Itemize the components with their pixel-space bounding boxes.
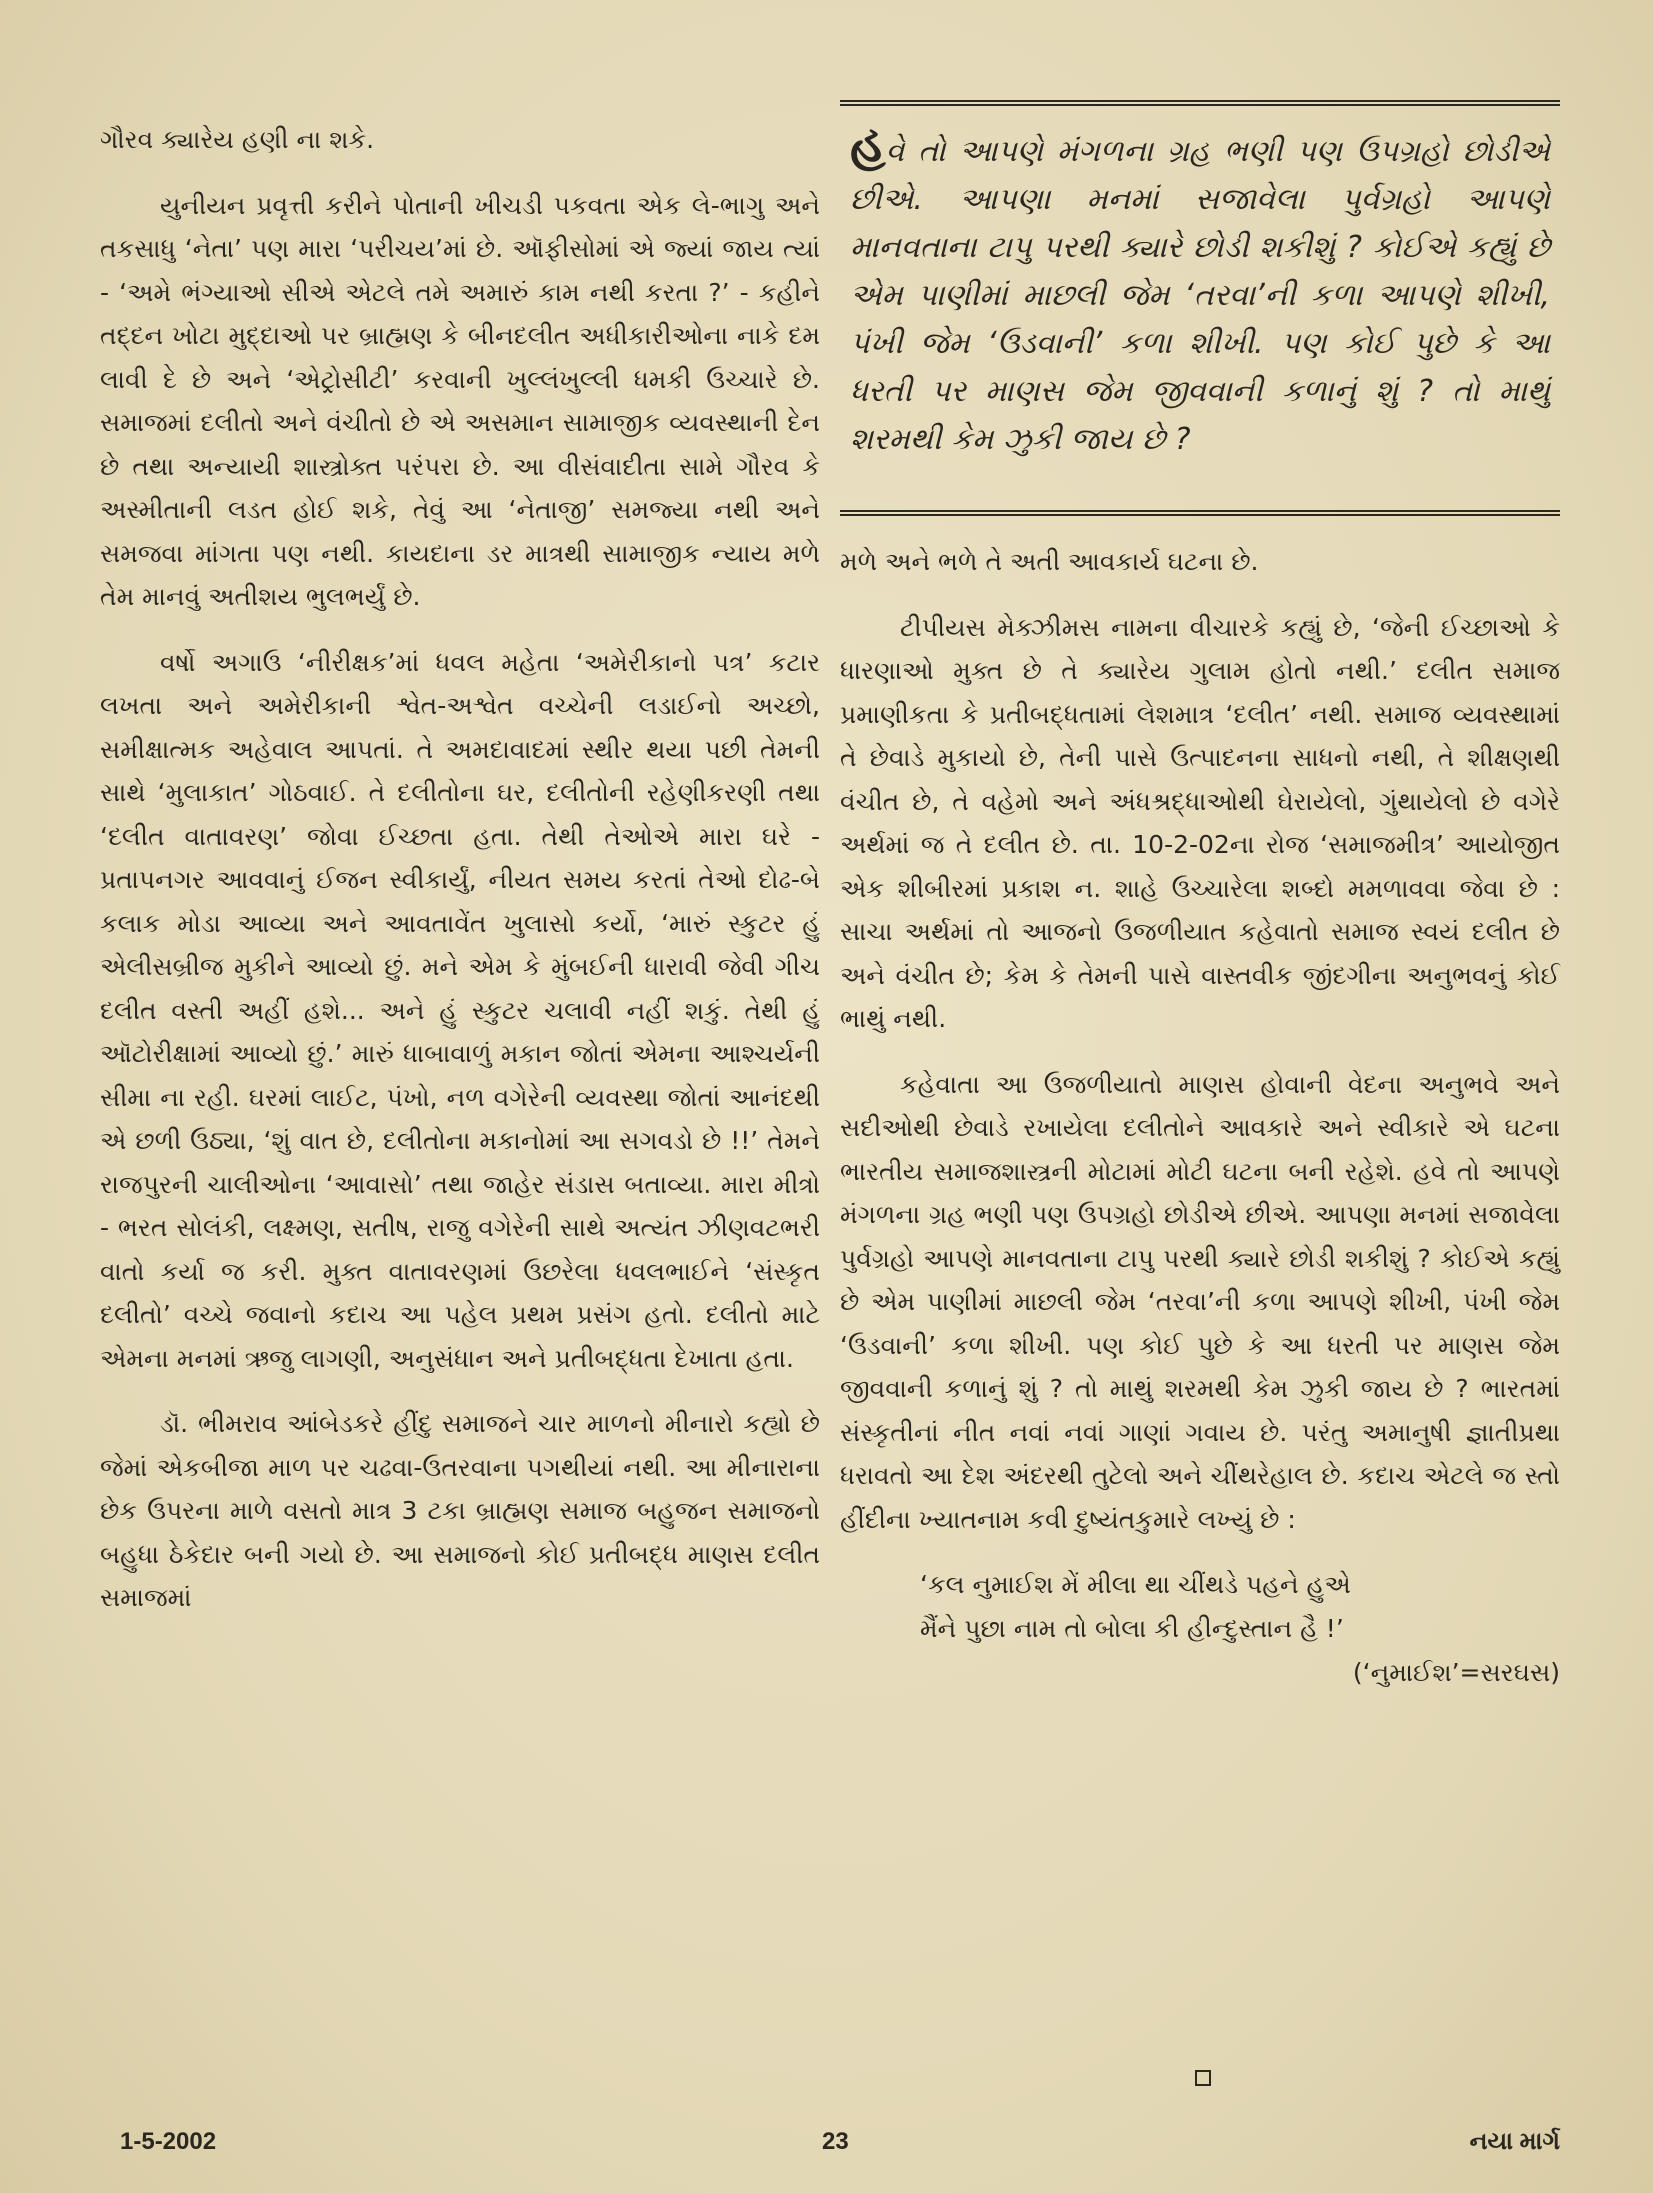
footer-date: 1-5-2002 (120, 2128, 217, 2155)
verse-line-1: ‘કલ નુમાઈશ મેં મીલા થા ચીંથડે પહને હુએ (920, 1570, 1351, 1599)
verse-line-2: મૈંને પુછા નામ તો બોલા કી હીન્દુસ્તાન હૈ !’ (920, 1614, 1344, 1643)
pull-quote-box (840, 100, 1560, 516)
footer-page-number: 23 (822, 2128, 849, 2155)
left-column (100, 118, 820, 1642)
left-paragraph-3: વર્ષો અગાઉ ‘નીરીક્ષક’માં ધવલ મહેતા ‘અમેરીકાનો પત્ર’ કટાર લખતા અને અમેરીકાની શ્વેત-અશ્વેત વચ્ચેની લડાઈનો અચ્છો, સમીક્ષાત્મક અહેવાલ આપતાં. તે અમદાવાદમાં સ્થીર થયા પછી તેમની સાથે ‘મુલાકાત’ ગોઠવાઈ. તે દલીતોના ઘર, દલીતોની રહેણીકરણી તથા ‘દલીત વાતાવરણ’ જોવા ઈચ્છતા હતા. તેથી તેઓએ મારા ઘરે - પ્રતાપનગર આવવાનું ઈજન સ્વીકાર્યું, નીયત સમય કરતાં તેઓ દોઢ-બે કલાક મોડા આવ્યા અને આવતાવેંત ખુલાસો કર્યો, ‘મારું સ્કુટર હું એલીસબ્રીજ મુકીને આવ્યો છું. મને એમ કે મુંબઈની ધારાવી જેવી ગીચ દલીત વસ્તી અહીં હશે... અને હું સ્કુટર ચલાવી નહીં શકું. તેથી હું ઑટોરીક્ષામાં આવ્યો છું.’ મારું ધાબાવાળું મકાન જોતાં એમના આશ્ચર્યની સીમા ના રહી. ઘરમાં લાઈટ, પંખો, નળ વગેરેની વ્યવસ્થા જોતાં આનંદથી એ છળી ઉઠ્યા, ‘શું વાત છે, દલીતોના મકાનોમાં આ સગવડો છે !!’ તેમને રાજપુરની ચાલીઓના ‘આવાસો’ તથા જાહેર સંડાસ બતાવ્યા. મારા મીત્રો - ભરત સોલંકી, લક્ષ્મણ, સતીષ, રાજુ વગેરેની સાથે અત્યંત ઝીણવટભરી વાતો કર્યા જ કરી. મુક્ત વાતાવરણમાં ઉછરેલા ધવલભાઈને ‘સંસ્કૃત દલીતો’ વચ્ચે જવાનો કદાચ આ પહેલ પ્રથમ પ્રસંગ હતો. દલીતો માટે એમના મનમાં ઋજુ લાગણી, અનુસંધાન અને પ્રતીબદ્ધતા દેખાતા હતા. (100, 647, 820, 1373)
right-paragraph-3: કહેવાતા આ ઉજળીયાતો માણસ હોવાની વેદના અનુભવે અને સદીઓથી છેવાડે રખાયેલા દલીતોને આવકારે અને સ્વીકારે એ ઘટના ભારતીય સમાજશાસ્ત્રની મોટામાં મોટી ઘટના બની રહેશે. હવે તો આપણે મંગળના ગ્રહ ભણી પણ ઉપગ્રહો છોડીએ છીએ. આપણા મનમાં સજાવેલા પુર્વગ્રહો આપણે માનવતાના ટાપુ પરથી ક્યારે છોડી શકીશું ? કોઈએ કહ્યું છે એમ પાણીમાં માછલી જેમ ‘તરવા’ની કળા આપણે શીખી, પંખી જેમ ‘ઉડવાની’ કળા શીખી. પણ કોઈ પુછે કે આ ધરતી પર માણસ જેમ જીવવાની કળાનું શું ? તો માથું શરમથી કેમ ઝુકી જાય છે ? ભારતમાં સંસ્કૃતીનાં નીત નવાં નવાં ગાણાં ગવાય છે. પરંતુ અમાનુષી જ્ઞાતીપ્રથા ધરાવતો આ દેશ અંદરથી તુટેલો અને ચીંથરેહાલ છે. કદાચ એટલે જ સ્તો હીંદીના ખ્યાતનામ કવી દુષ્યંતકુમારે લખ્યું છે : (840, 1069, 1560, 1534)
verse-source: (‘નુમાઈશ’=સરઘસ) (1352, 1658, 1560, 1687)
right-paragraph-2: ટીપીયસ મેક્ઝીમસ નામના વીચારકે કહ્યું છે, ‘જેની ઈચ્છાઓ કે ધારણાઓ મુક્ત છે તે ક્યારેય ગુલામ હોતો નથી.’ દલીત સમાજ પ્રમાણીકતા કે પ્રતીબદ્ધતામાં લેશમાત્ર ‘દલીત’ નથી. સમાજ વ્યવસ્થામાં તે છેવાડે મુકાયો છે, તેની પાસે ઉત્પાદનના સાધનો નથી, તે શીક્ષણથી વંચીત છે, તે વહેમો અને અંધશ્રદ્ધાઓથી ઘેરાયેલો, ગુંથાયેલો છે વગેરે અર્થમાં જ તે દલીત છે. તા. 10-2-02ના રોજ ‘સમાજમીત્ર’ આયોજીત એક શીબીરમાં પ્રકાશ ન. શાહે ઉચ્ચારેલા શબ્દો મમળાવવા જેવા છે : સાચા અર્થમાં તો આજનો ઉજળીયાત કહેવાતો સમાજ સ્વયં દલીત છે અને વંચીત છે; કેમ કે તેમની પાસે વાસ્તવીક જીંદગીના અનુભવનું કોઈ ભાથું નથી. (840, 612, 1560, 1033)
article-end-mark-icon (1195, 2070, 1211, 2086)
pull-quote-text (850, 115, 1550, 464)
pull-quote-dropcap: હ (850, 115, 886, 173)
left-paragraph-4: ડૉ. ભીમરાવ આંબેડકરે હીંદુ સમાજને ચાર માળનો મીનારો કહ્યો છે જેમાં એકબીજા માળ પર ચઢવા-ઉતરવાના પગથીયાં નથી. આ મીનારાના છેક ઉપરના માળે વસતો માત્ર 3 ટકા બ્રાહ્મણ સમાજ બહુજન સમાજનો બહુધા ઠેકેદાર બની ગયો છે. આ સમાજનો કોઈ પ્રતીબદ્ધ માણસ દલીત સમાજમાં (100, 1409, 820, 1612)
pull-quote-body: વે તો આપણે મંગળના ગ્રહ ભણી પણ ઉપગ્રહો છોડીએ છીએ. આપણા મનમાં સજાવેલા પુર્વગ્રહો આપણે માનવતાના ટાપુ પરથી ક્યારે છોડી શકીશું ? કોઈએ કહ્યું છે એમ પાણીમાં માછલી જેમ ‘તરવા’ની કળા આપણે શીખી, પંખી જેમ ‘ઉડવાની’ કળા શીખી. પણ કોઈ પુછે કે આ ધરતી પર માણસ જેમ જીવવાની કળાનું શું ? તો માથું શરમથી કેમ ઝુકી જાય છે ? (850, 134, 1550, 457)
footer-magazine-name: નયા માર્ગ (1469, 2128, 1560, 2155)
left-paragraph-2: યુનીયન પ્રવૃત્તી કરીને પોતાની ખીચડી પકવતા એક લે-ભાગુ અને તકસાધુ ‘નેતા’ પણ મારા ‘પરીચય’માં છે. ઑફીસોમાં એ જ્યાં જાય ત્યાં - ‘અમે ભંગ્યાઓ સીએ એટલે તમે અમારું કામ નથી કરતા ?’ - કહીને તદ્દન ખોટા મુદ્દાઓ પર બ્રાહ્મણ કે બીનદલીત અધીકારીઓના નાકે દમ લાવી દે છે અને ‘એટ્રોસીટી’ કરવાની ખુલ્લંખુલ્લી ધમકી ઉચ્ચારે છે. સમાજમાં દલીતો અને વંચીતો છે એ અસમાન સામાજીક વ્યવસ્થાની દેન છે તથા અન્યાયી શાસ્ત્રોક્ત પરંપરા છે. આ વીસંવાદીતા સામે ગૌરવ કે અસ્મીતાની લડત હોઈ શકે, તેવું આ ‘નેતાજી’ સમજ્યા નથી અને સમજવા માંગતા પણ નથી. કાયદાના ડર માત્રથી સામાજીક ન્યાય મળે તેમ માનવું અતીશય ભુલભર્યું છે. (100, 190, 820, 611)
left-paragraph-1: ગૌરવ ક્યારેય હણી ના શકે. (100, 125, 375, 154)
right-column (840, 100, 1560, 1695)
right-paragraph-1: મળે અને ભળે તે અતી આવકાર્ય ઘટના છે. (840, 547, 1259, 576)
page-footer (100, 2122, 1560, 2162)
